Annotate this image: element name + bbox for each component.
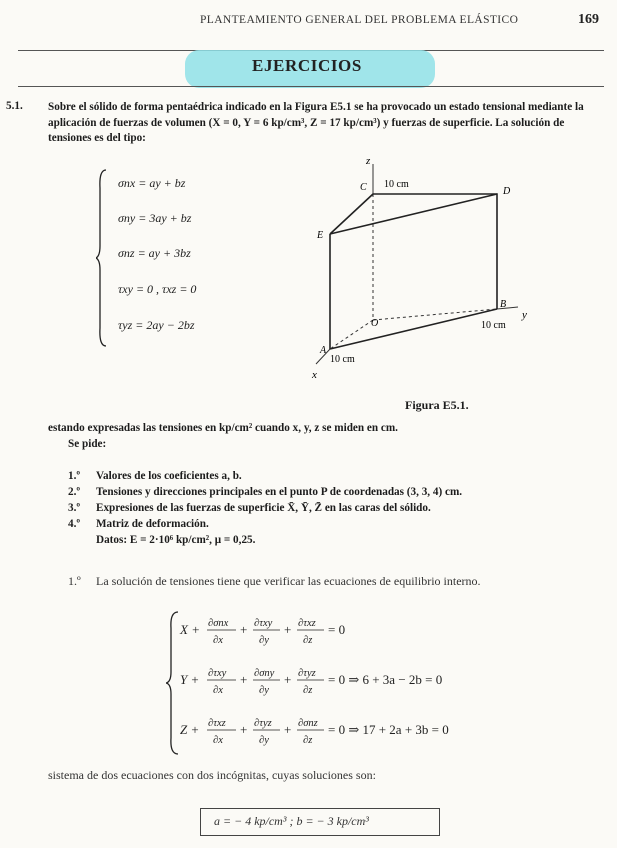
eq3-lead: Z + [180, 722, 200, 737]
eq3-den2: ∂y [259, 735, 269, 746]
eq2-num2: ∂σny [254, 668, 275, 679]
label-O: O [371, 318, 379, 329]
svg-text:+: + [240, 722, 248, 737]
eq2-den2: ∂y [259, 685, 269, 696]
page-number: 169 [578, 12, 599, 27]
eq1-lead: X + [180, 622, 200, 637]
solution-conclusion: sistema de dos ecuaciones con dos incógnitas, cuyas soluciones son: [48, 768, 376, 782]
stress-tau-yz: τyz = 2ay − 2bz [118, 318, 195, 332]
eq1-den1: ∂x [213, 635, 223, 646]
equilibrium-equations [176, 612, 506, 758]
eq2-num3: ∂τyz [298, 668, 316, 679]
label-E: E [317, 230, 324, 241]
result-values: a = − 4 kp/cm³ ; b = − 3 kp/cm³ [214, 814, 369, 828]
running-header: PLANTEAMIENTO GENERAL DEL PROBLEMA ELÁSTICO [200, 14, 519, 26]
stress-sigma-y: σny = 3ay + bz [118, 211, 192, 225]
dim-top: 10 cm [384, 179, 409, 190]
edge-cdb [373, 194, 497, 309]
ask-item: 1.º Valores de los coeficientes a, b. [68, 470, 242, 482]
section-title: EJERCICIOS [252, 56, 362, 75]
ask-item: 4.º Matriz de deformación. [68, 518, 209, 530]
edge-ab [330, 309, 497, 349]
label-z: z [366, 155, 371, 167]
eq2-den3: ∂z [303, 685, 313, 696]
svg-text:+: + [284, 622, 292, 637]
label-A: A [320, 345, 327, 356]
svg-text:+: + [240, 672, 248, 687]
eq1-num3: ∂τxz [298, 618, 316, 629]
stress-sigma-x: σnx = ay + bz [118, 176, 186, 190]
eq3-den3: ∂z [303, 735, 313, 746]
axis-y-hidden [373, 309, 497, 320]
eq2-den1: ∂x [213, 685, 223, 696]
dim-bottom: 10 cm [330, 354, 355, 365]
stress-sigma-z: σnz = ay + 3bz [118, 246, 191, 260]
data-line: Datos: E = 2·10⁶ kp/cm², μ = 0,25. [96, 534, 256, 546]
dim-right: 10 cm [481, 320, 506, 331]
label-B: B [500, 299, 507, 310]
stress-tau-xy-xz: τxy = 0 , τxz = 0 [118, 282, 197, 296]
figure-pentahedron [300, 150, 540, 390]
eq2-lead: Y + [180, 672, 200, 687]
eq3-num2: ∂τyz [254, 718, 272, 729]
svg-text:+: + [284, 722, 292, 737]
eq3-tail: = 0 ⇒ 17 + 2a + 3b = 0 [328, 722, 449, 737]
edge-ce [330, 194, 373, 234]
problem-number: 5.1. [6, 100, 23, 112]
eq3-num1: ∂τxz [208, 718, 226, 729]
label-C: C [360, 182, 367, 193]
eq1-den2: ∂y [259, 635, 269, 646]
section-rule [18, 86, 604, 87]
asks-intro: Se pide: [68, 438, 107, 450]
label-D: D [503, 186, 511, 197]
solution-intro: La solución de tensiones tiene que verificar las ecuaciones de equilibrio interno. [96, 574, 481, 588]
svg-text:+: + [284, 672, 292, 687]
ask-item: 3.º Expresiones de las fuerzas de superficie X̄, Ȳ, Z̄ en las caras del sólido. [68, 502, 431, 514]
solution-number: 1.º [68, 574, 81, 588]
eq2-tail: = 0 ⇒ 6 + 3a − 2b = 0 [328, 672, 443, 687]
eq3-den1: ∂x [213, 735, 223, 746]
edge-ed [330, 194, 497, 234]
svg-text:+: + [240, 622, 248, 637]
label-y: y [522, 309, 527, 321]
eq3-num3: ∂σnz [298, 718, 318, 729]
eq1-num1: ∂σnx [208, 618, 229, 629]
problem-statement: Sobre el sólido de forma pentaédrica indicado en la Figura E5.1 se ha provocado un estado tensional mediante la aplicación de fuerzas de volumen (X = 0, Y = 6 kp/cm³, Z = 17 kp/cm³) y fuerzas de superficie. La solución de tensiones es del tipo: [48, 101, 584, 144]
eq2-num1: ∂τxy [208, 668, 227, 679]
ask-item: 2.º Tensiones y direcciones principales en el punto P de coordenadas (3, 3, 4) cm. [68, 486, 463, 498]
figure-caption: Figura E5.1. [405, 398, 469, 412]
label-x: x [312, 369, 317, 381]
eq1-den3: ∂z [303, 635, 313, 646]
eq1-tail: = 0 [328, 622, 346, 637]
units-text: estando expresadas las tensiones en kp/cm² cuando x, y, z se miden en cm. [48, 422, 398, 434]
stress-brace [96, 168, 108, 348]
eq1-num2: ∂τxy [254, 618, 273, 629]
